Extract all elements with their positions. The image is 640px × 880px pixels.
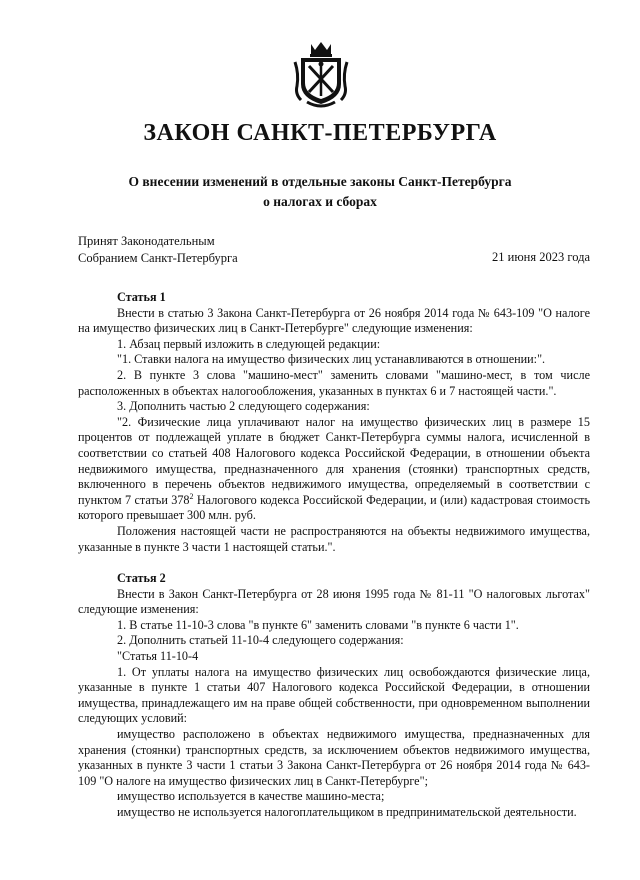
- article-1-paragraph: Положения настоящей части не распространяются на объекты недвижимого имущества, указанные в пункте 3 части 1 настоящей статьи.".: [78, 523, 590, 554]
- article-1-paragraph: 3. Дополнить частью 2 следующего содержания:: [117, 399, 370, 414]
- article-1-paragraph: "1. Ставки налога на имущество физических лиц устанавливаются в отношении:".: [117, 352, 546, 367]
- article-2-paragraph: Внести в Закон Санкт-Петербурга от 28 июня 1995 года № 81-11 "О налоговых льготах" следующие изменения:: [78, 586, 590, 617]
- law-title: ЗАКОН САНКТ-ПЕТЕРБУРГА: [143, 120, 497, 146]
- article-2-paragraph: 1. В статье 11-10-3 слова "в пункте 6" заменить словами "в пункте 6 части 1".: [117, 617, 519, 632]
- law-subtitle: [0, 172, 640, 212]
- article-1-paragraph: 1. Абзац первый изложить в следующей редакции:: [117, 336, 381, 351]
- superscript: 2: [189, 491, 194, 501]
- article-2-paragraph: 1. От уплаты налога на имущество физических лиц освобождаются физические лица, указанные в пункте 1 статьи 407 Налогового кодекса Российской Федерации, в отношении имущества, принадлежащего им на праве общей собственности, при одновременном выполнении следующих условий:: [78, 664, 590, 726]
- article-2-heading: Статья 2: [117, 571, 166, 586]
- law-body: [78, 290, 590, 821]
- article-2-paragraph: имущество используется в качестве машино-места;: [117, 789, 385, 804]
- adoption-date: 21 июня 2023 года: [492, 250, 590, 264]
- article-1-heading: Статья 1: [117, 290, 166, 304]
- coat-of-arms-icon: [293, 40, 349, 108]
- article-2-paragraph: "Статья 11-10-4: [117, 649, 199, 664]
- adopted-line-1: Принят Законодательным: [78, 234, 215, 248]
- article-1-paragraph: Внести в статью 3 Закона Санкт-Петербурга от 26 ноября 2014 года № 643-109 "О налоге на имущество физических лиц в Санкт-Петербурге" следующие изменения:: [78, 305, 590, 336]
- article-2-paragraph: 2. Дополнить статьей 11-10-4 следующего содержания:: [117, 633, 404, 648]
- article-1-paragraph: 2. В пункте 3 слова "машино-мест" заменить словами "машино-мест, в том числе расположенных в объектах налогообложения, указанных в пунктах 6 и 7 настоящей части.".: [78, 367, 590, 398]
- subtitle-line-2: о налогах и сборах: [263, 194, 377, 209]
- subtitle-line-1: О внесении изменений в отдельные законы Санкт-Петербурга: [128, 174, 512, 189]
- article-1-text: "2. Физические лица уплачивают налог на имущество физических лиц в размере 15 процентов от подлежащей уплате в бюджет Санкт-Петербурга суммы налога, исчисленной в соответствии со статьей 408 Налогового кодекса Российской Федерации, в отношении объекта недвижимого имущества, предназначенного для хранения (стоянки) транспортных средств, включенного в перечень объектов недвижимого имущества, определяемый в соответствии с пунктом 7 статьи 378: [78, 414, 590, 507]
- article-2-paragraph: имущество не используется налогоплательщиком в предпринимательской деятельности.: [117, 805, 577, 819]
- adopted-line-2: Собранием Санкт-Петербурга: [78, 251, 238, 265]
- adopted-by: [78, 233, 238, 267]
- article-1-paragraph: [78, 415, 590, 524]
- article-1-text: Налогового кодекса Российской Федерации, и (или) кадастровая стоимость которого превышает 300 млн. руб.: [78, 492, 590, 523]
- article-2-paragraph: имущество расположено в объектах недвижимого имущества, предназначенных для хранения (стоянки) транспортных средств, за исключением объектов недвижимого имущества, указанных в пункте 3 части 1 статьи 3 Закона Санкт-Петербурга от 26 ноября 2014 года № 643-109 "О налоге на имущество физических лиц в Санкт-Петербурге";: [78, 727, 590, 788]
